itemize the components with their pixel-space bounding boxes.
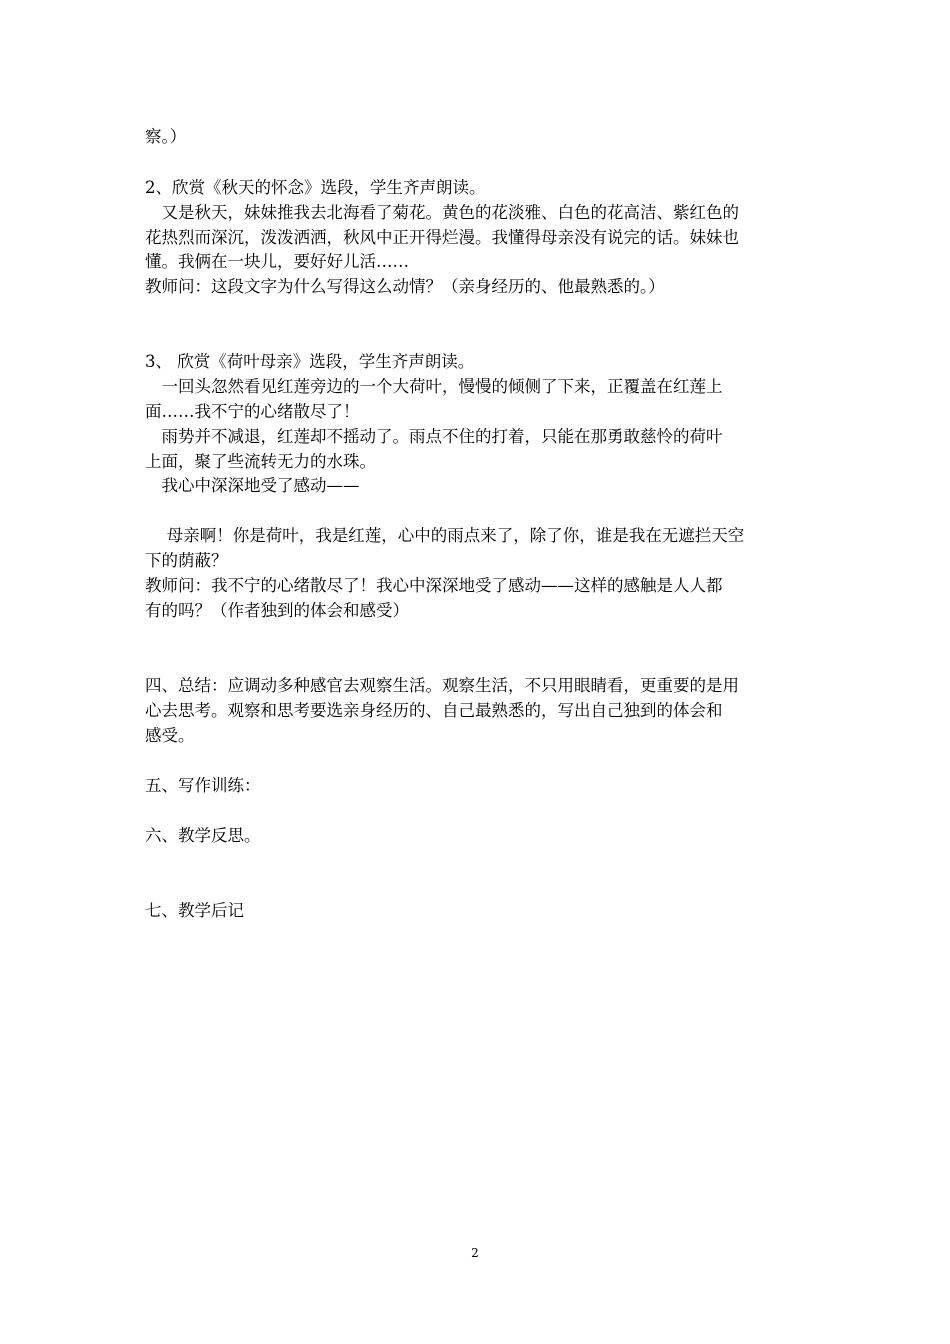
text-line: 雨势并不减退，红莲却不摇动了。雨点不住的打着，只能在那勇敢慈怜的荷叶 <box>145 427 723 446</box>
section-heading: 3、 欣赏《荷叶母亲》选段，学生齐声朗读。 <box>145 352 475 371</box>
text-line: 面……我不宁的心绪散尽了！ <box>145 402 360 421</box>
text-line: 下的荫蔽？ <box>145 551 228 570</box>
text-line: 教师问：我不宁的心绪散尽了！我心中深深地受了感动——这样的感触是人人都 <box>145 576 723 595</box>
text-line: 教师问：这段文字为什么写得这么动情？（亲身经历的、他最熟悉的。） <box>145 277 665 296</box>
text-line: 懂。我俩在一块儿，要好好儿活…… <box>145 252 409 271</box>
text-line: 我心中深深地受了感动—— <box>145 476 360 495</box>
text-line: 又是秋天，妹妹推我去北海看了菊花。黄色的花淡雅、白色的花高洁、紫红色的 <box>145 203 739 222</box>
text-line: 母亲啊！你是荷叶，我是红莲，心中的雨点来了，除了你，谁是我在无遮拦天空 <box>145 526 745 545</box>
text-line: 上面，聚了些流转无力的水珠。 <box>145 452 376 471</box>
text-line: 花热烈而深沉，泼泼洒洒，秋风中正开得烂漫。我懂得母亲没有说完的话。妹妹也 <box>145 228 739 247</box>
section-heading: 2、欣赏《秋天的怀念》选段，学生齐声朗读。 <box>145 178 486 197</box>
section-heading: 六、教学反思。 <box>145 826 261 845</box>
text-line: 心去思考。观察和思考要选亲身经历的、自己最熟悉的，写出自己独到的体会和 <box>145 701 723 720</box>
page-number: 2 <box>471 1246 479 1260</box>
text-line: 感受。 <box>145 726 195 745</box>
text-line: 有的吗？（作者独到的体会和感受） <box>145 601 409 620</box>
section-heading: 七、教学后记 <box>145 901 244 920</box>
text-line: 察。） <box>145 127 187 146</box>
text-line: 一回头忽然看见红莲旁边的一个大荷叶，慢慢的倾侧了下来，正覆盖在红莲上 <box>145 377 723 396</box>
section-heading: 四、总结：应调动多种感官去观察生活。观察生活，不只用眼睛看，更重要的是用 <box>145 676 739 695</box>
section-heading: 五、写作训练： <box>145 776 261 795</box>
